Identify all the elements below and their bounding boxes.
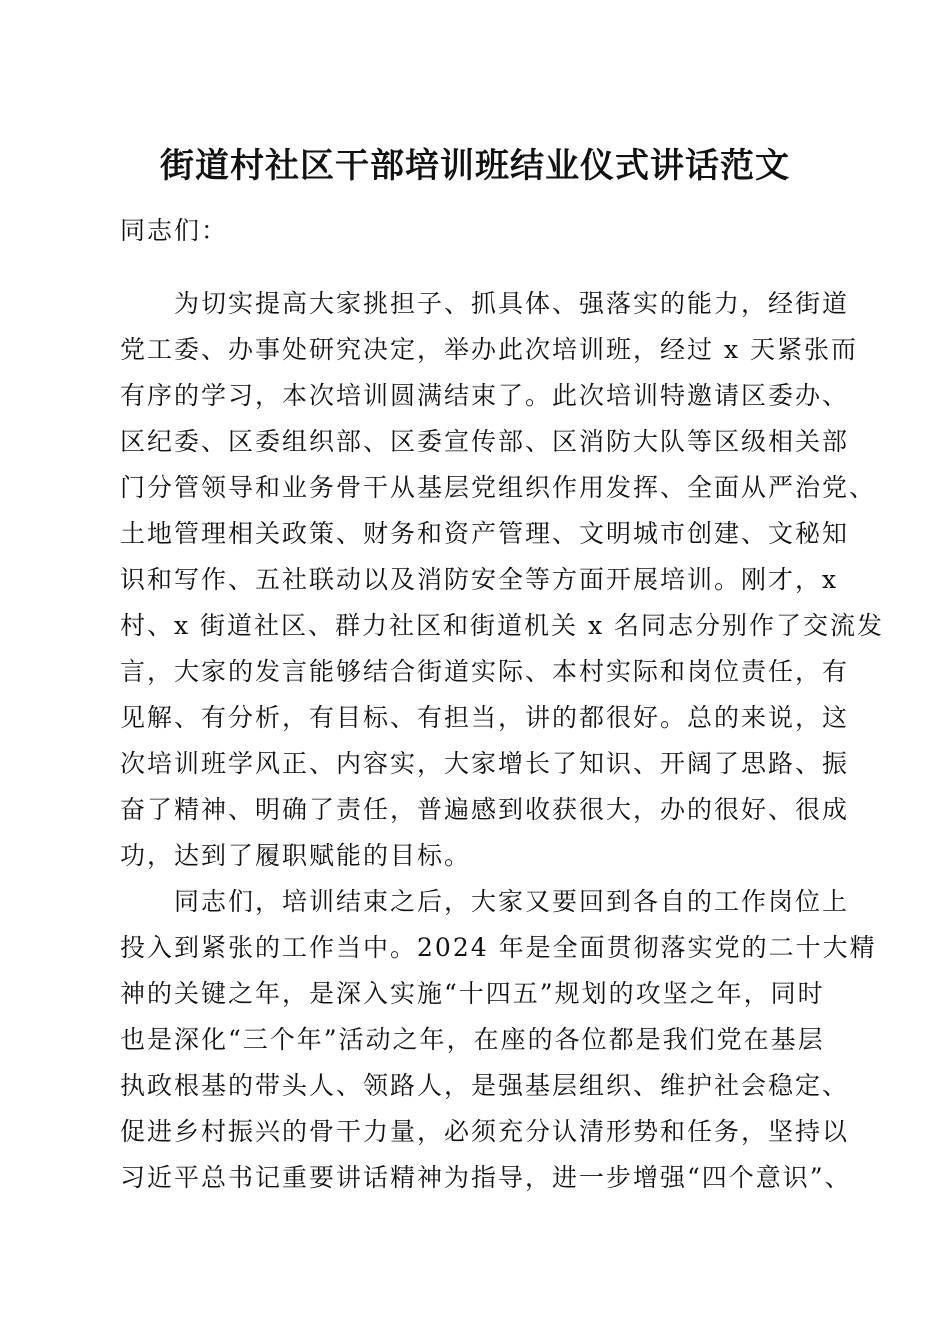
text-line: 习近平总书记重要讲话精神为指导，进一步增强“四个意识”、 (120, 1163, 852, 1192)
text-line: 神的关键之年，是深入实施“十四五”规划的攻坚之年，同时 (120, 979, 825, 1008)
text-line: 执政根基的带头人、领路人，是强基层组织、维护社会稳定、 (120, 1071, 850, 1100)
salutation: 同志们： (120, 216, 229, 245)
document-body (120, 208, 885, 1201)
text-line: 促进乡村振兴的骨干力量，必须充分认清形势和任务，坚持以 (120, 1117, 850, 1146)
text-line: 识和写作、五社联动以及消防安全等方面开展培训。刚才，x (120, 565, 839, 594)
document-title: 街道村社区干部培训班结业仪式讲话范文 (160, 146, 790, 186)
text-line: 党工委、办事处研究决定，举办此次培训班，经过 x 天紧张而 (120, 335, 858, 364)
text-line: 土地管理相关政策、财务和资产管理、文明城市创建、文秘知 (120, 519, 850, 548)
paragraph-2 (120, 879, 877, 1201)
text-line: 村、x 街道社区、群力社区和街道机关 x 名同志分别作了交流发 (120, 611, 885, 640)
paragraph-1 (120, 281, 885, 879)
text-line: 投入到紧张的工作当中。2024 年是全面贯彻落实党的二十大精 (120, 933, 877, 962)
text-line: 言，大家的发言能够结合街道实际、本村实际和岗位责任，有 (120, 657, 850, 686)
text-line: 奋了精神、明确了责任，普遍感到收获很大，办的很好、很成 (120, 795, 850, 824)
text-line: 为切实提高大家挑担子、抓具体、强落实的能力，经街道 (120, 289, 850, 318)
text-line: 功，达到了履职赋能的目标。 (120, 841, 472, 870)
text-line: 也是深化“三个年”活动之年，在座的各位都是我们党在基层 (120, 1025, 825, 1054)
text-line: 有序的学习，本次培训圆满结束了。此次培训特邀请区委办、 (120, 381, 850, 410)
text-line: 见解、有分析，有目标、有担当，讲的都很好。总的来说，这 (120, 703, 850, 732)
text-line: 次培训班学风正、内容实，大家增长了知识、开阔了思路、振 (120, 749, 850, 778)
text-line: 区纪委、区委组织部、区委宣传部、区消防大队等区级相关部 (120, 427, 850, 456)
text-line: 同志们，培训结束之后，大家又要回到各自的工作岗位上 (120, 887, 850, 916)
text-line: 门分管领导和业务骨干从基层党组织作用发挥、全面从严治党、 (120, 473, 877, 502)
